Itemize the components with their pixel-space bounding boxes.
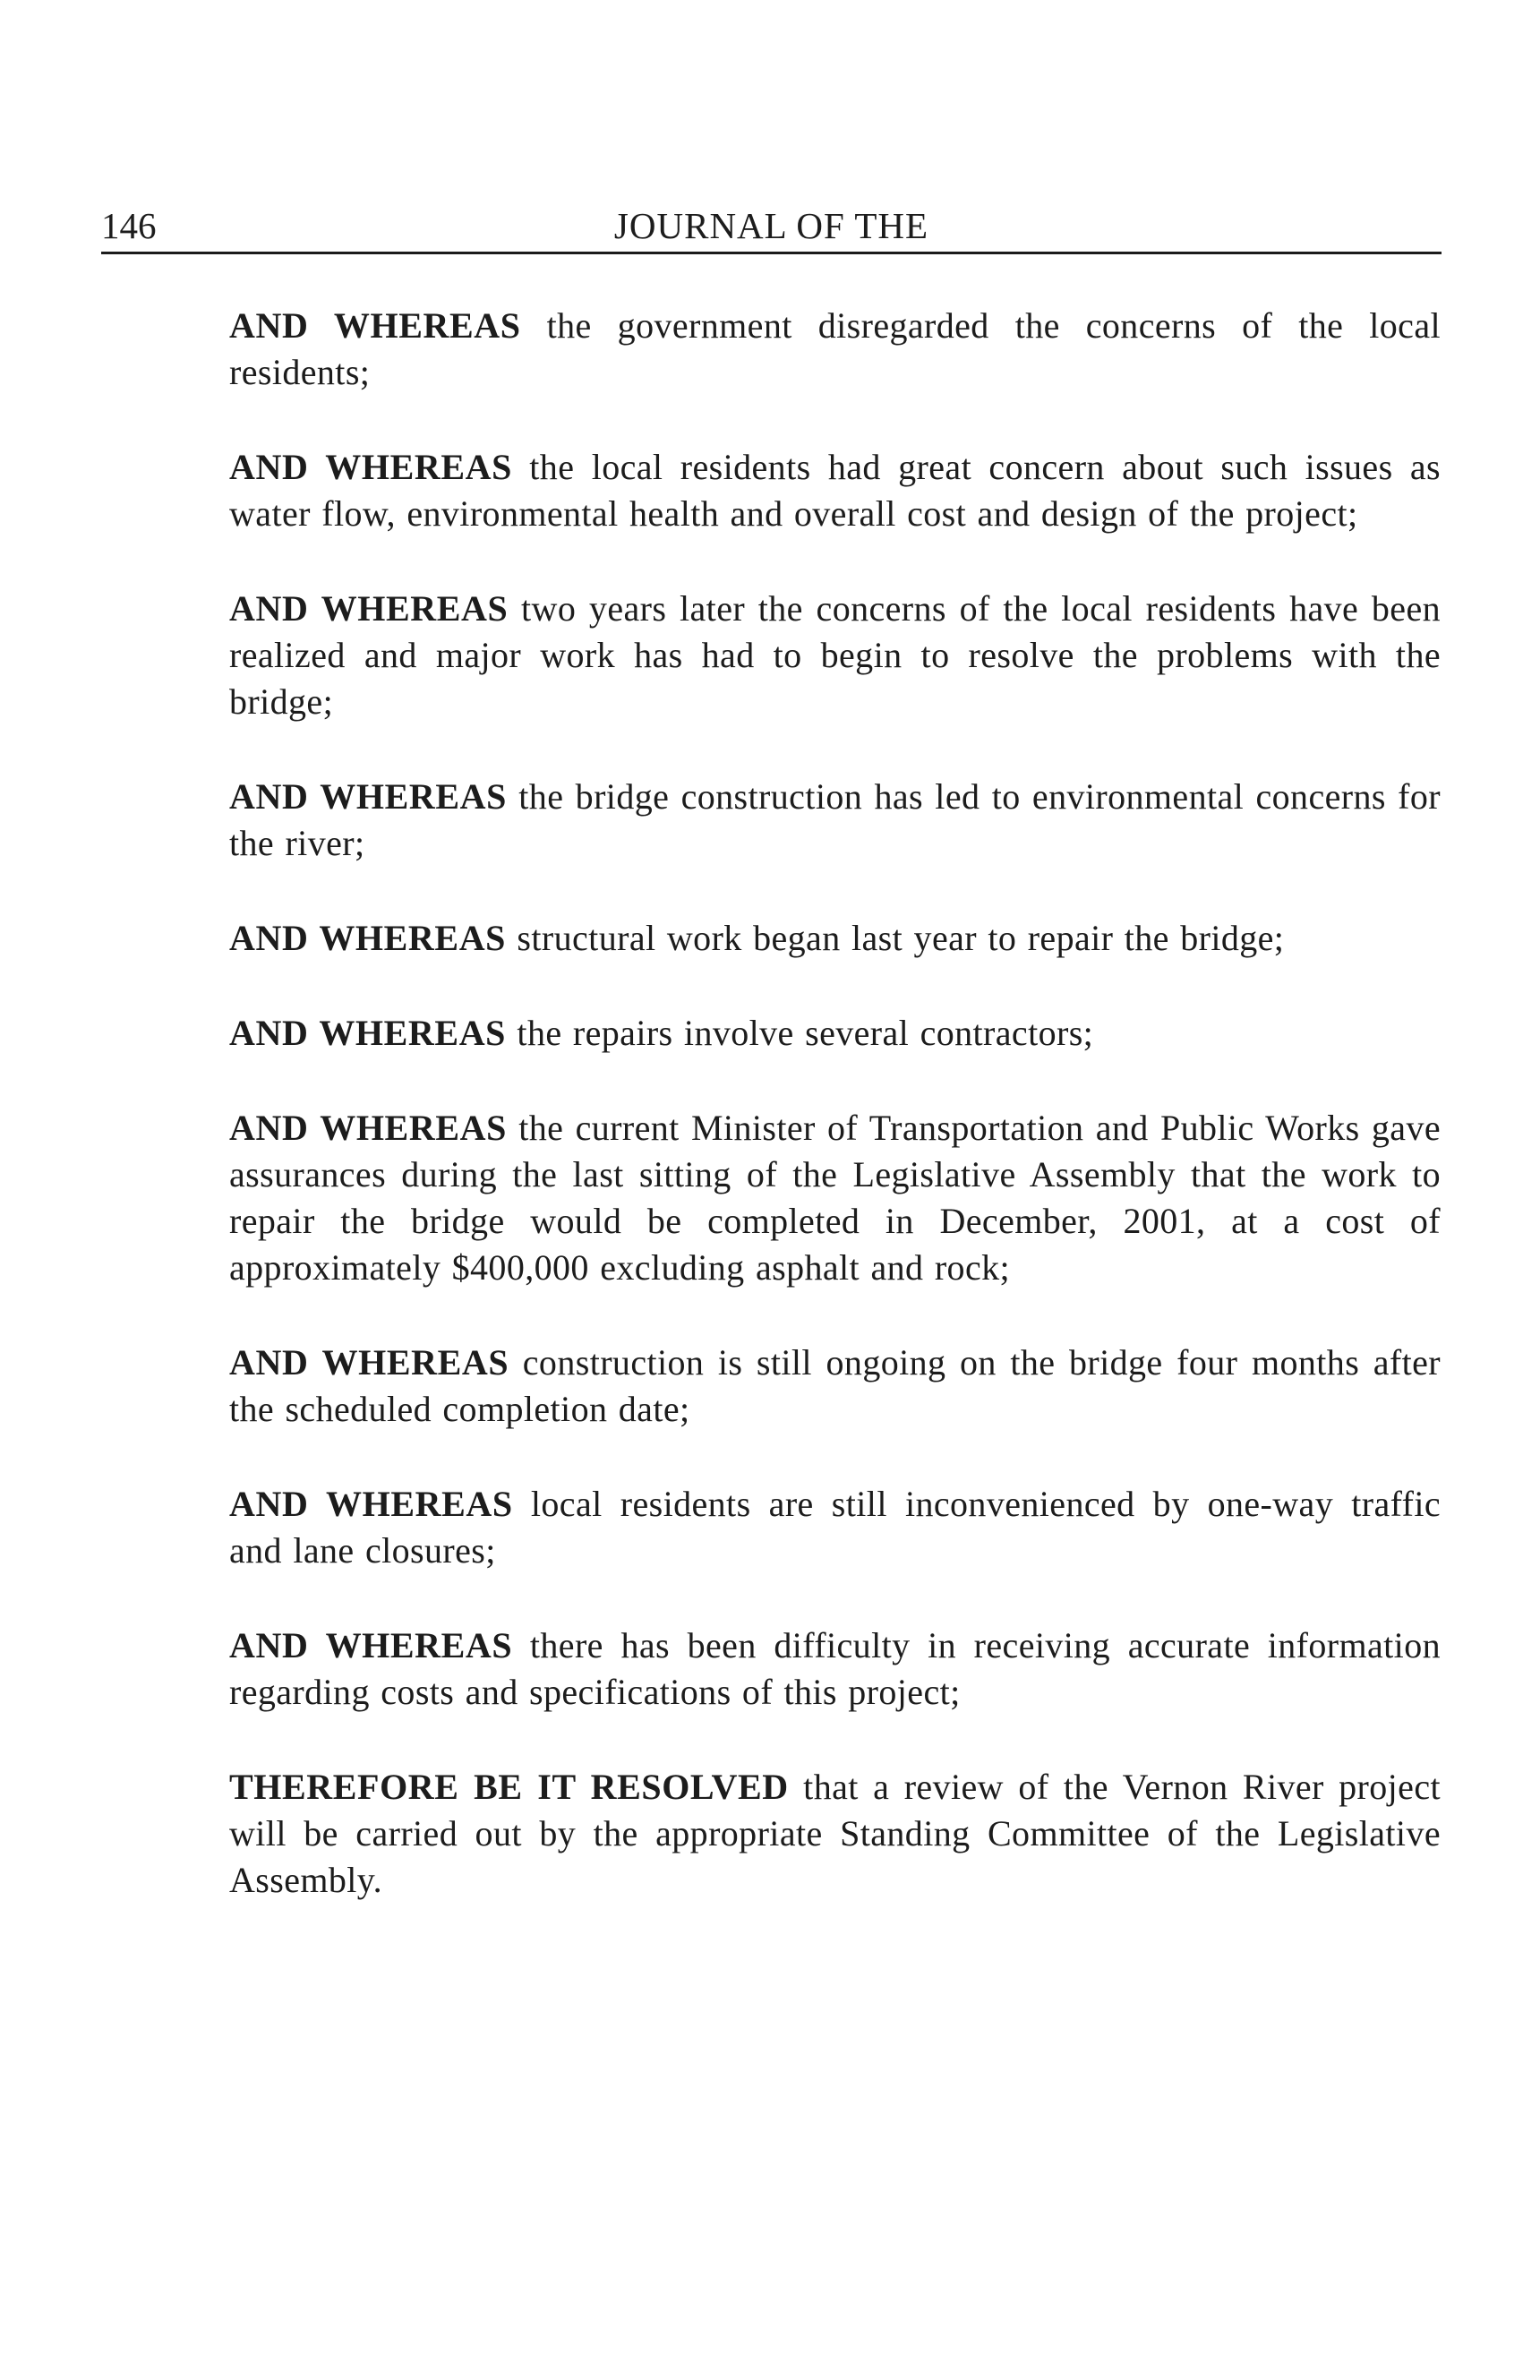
paragraph-lead: AND WHEREAS bbox=[229, 776, 507, 817]
paragraph-lead: AND WHEREAS bbox=[229, 447, 512, 487]
paragraph-lead: AND WHEREAS bbox=[229, 1013, 507, 1053]
whereas-paragraph bbox=[229, 1010, 1441, 1057]
paragraph-lead: AND WHEREAS bbox=[229, 1625, 513, 1665]
whereas-paragraph bbox=[229, 1340, 1441, 1433]
resolution-body bbox=[229, 303, 1441, 1952]
header-rule bbox=[101, 252, 1442, 254]
paragraph-text: local residents are still inconvenienced by one-way traffic and lane closures; bbox=[229, 1484, 1442, 1571]
paragraph-text: the local residents had great concern about such issues as water flow, environmental health and overall cost and design of the project; bbox=[229, 447, 1441, 534]
whereas-paragraph bbox=[229, 1105, 1441, 1291]
whereas-paragraph bbox=[229, 1481, 1441, 1574]
whereas-paragraph bbox=[229, 1622, 1441, 1716]
paragraph-text: two years later the concerns of the local residents have been realized and major work has had to begin to resolve the problems with the bridge; bbox=[229, 588, 1441, 722]
paragraph-text: the government disregarded the concerns of the local residents; bbox=[229, 305, 1441, 392]
whereas-paragraph bbox=[229, 774, 1441, 867]
running-head: JOURNAL OF THE bbox=[613, 205, 929, 246]
whereas-paragraph bbox=[229, 915, 1441, 962]
paragraph-text: there has been difficulty in receiving accurate information regarding costs and specifications of this project; bbox=[229, 1625, 1441, 1712]
paragraph-text: the current Minister of Transportation and Public Works gave assurances during the last sitting of the Legislative Assembly that the work to repair the bridge would be completed in December, 2001, at a cost of approximately $400,000 excluding asphalt and rock; bbox=[229, 1108, 1441, 1288]
resolution-text: that a review of the Vernon River project will be carried out by the appropriate Standing Committee of the Legislative Assembly. bbox=[229, 1767, 1441, 1900]
paragraph-text: the bridge construction has led to environmental concerns for the river; bbox=[229, 776, 1442, 863]
resolution-lead: THEREFORE BE IT RESOLVED bbox=[229, 1767, 789, 1807]
whereas-paragraph bbox=[229, 303, 1441, 396]
resolution-paragraph bbox=[229, 1764, 1441, 1904]
page-number: 146 bbox=[101, 205, 157, 246]
paragraph-lead: AND WHEREAS bbox=[229, 305, 521, 346]
whereas-paragraph bbox=[229, 586, 1441, 725]
page-header bbox=[101, 199, 1442, 249]
paragraph-text: construction is still ongoing on the bridge four months after the scheduled completion date; bbox=[229, 1342, 1441, 1429]
paragraph-lead: AND WHEREAS bbox=[229, 918, 507, 958]
paragraph-lead: AND WHEREAS bbox=[229, 1484, 513, 1524]
whereas-paragraph bbox=[229, 444, 1441, 537]
paragraph-text: the repairs involve several contractors; bbox=[506, 1013, 1094, 1053]
paragraph-lead: AND WHEREAS bbox=[229, 1108, 507, 1148]
paragraph-lead: AND WHEREAS bbox=[229, 1342, 509, 1383]
paragraph-lead: AND WHEREAS bbox=[229, 588, 509, 629]
paragraph-text: structural work began last year to repair the bridge; bbox=[506, 918, 1285, 958]
